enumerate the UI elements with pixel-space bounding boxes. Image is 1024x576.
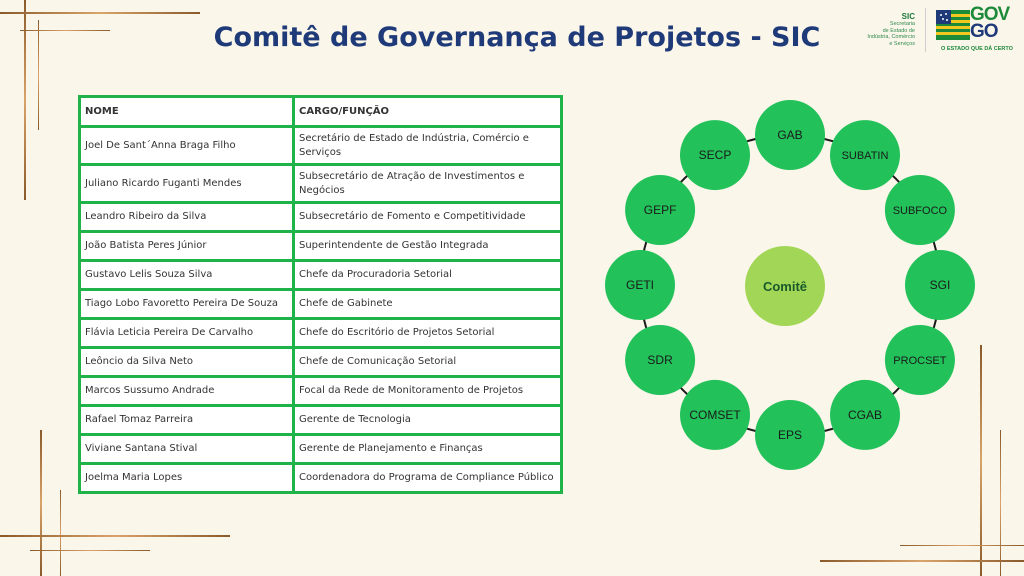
member-name: Joelma Maria Lopes [80,464,294,493]
member-name: Leôncio da Silva Neto [80,348,294,377]
committee-ring-diagram [600,95,1000,475]
sic-logo-subtitle: Indústria, Comércio [867,34,915,40]
member-name: Juliano Ricardo Fuganti Mendes [80,165,294,203]
govgo-wordmark [970,6,1009,40]
member-role: Superintendente de Gestão Integrada [294,232,562,261]
member-name: Leandro Ribeiro da Silva [80,203,294,232]
member-role: Focal da Rede de Monitoramento de Projetos [294,377,562,406]
table-row [80,127,562,165]
node-label-gepf: GEPF [643,203,677,217]
member-name: Gustavo Lelis Souza Silva [80,261,294,290]
decorative-line [0,12,200,14]
member-role: Chefe de Comunicação Setorial [294,348,562,377]
table-row [80,165,562,203]
table-row [80,348,562,377]
member-name: João Batista Peres Júnior [80,232,294,261]
govgo-slogan: O ESTADO QUE DÁ CERTO [941,46,1013,52]
table-row [80,203,562,232]
decorative-line [820,560,1024,562]
committee-members-table [78,95,563,494]
table-row [80,377,562,406]
center-node-label: Comitê [762,279,808,294]
node-label-sgi: SGI [929,278,951,292]
member-role: Subsecretário de Fomento e Competitividade [294,203,562,232]
node-label-subfoco: SUBFOCO [892,205,948,217]
column-header-name: NOME [80,97,294,127]
member-name: Viviane Santana Stival [80,435,294,464]
decorative-line [40,430,42,576]
table-row [80,464,562,493]
member-role: Chefe de Gabinete [294,290,562,319]
govgo-word-gov: GOV [970,4,1010,25]
node-label-cgab: CGAB [847,407,883,422]
logo-divider [925,8,926,52]
sic-logo-name: SIC [901,12,915,21]
node-label-sdr: SDR [647,353,673,367]
node-label-subatin: SUBATIN [841,150,889,163]
member-role: Coordenadora do Programa de Compliance Público [294,464,562,493]
node-label-eps: EPS [777,428,803,442]
sic-logo-subtitle: e Serviços [889,40,915,47]
member-role: Chefe do Escritório de Projetos Setorial [294,319,562,348]
decorative-line [30,550,150,551]
member-role: Gerente de Planejamento e Finanças [294,435,562,464]
member-role: Secretário de Estado de Indústria, Comércio e Serviços [294,127,562,165]
member-name: Rafael Tomaz Parreira [80,406,294,435]
table-row [80,261,562,290]
goias-flag-icon [936,8,970,42]
sic-logo [867,12,915,47]
decorative-line [900,545,1024,546]
table-row [80,232,562,261]
table-row [80,435,562,464]
column-header-role: CARGO/FUNÇÃO [294,97,562,127]
node-label-procset: PROCSET [893,355,947,367]
member-name: Joel De Sant´Anna Braga Filho [80,127,294,165]
decorative-line [60,490,61,576]
member-name: Tiago Lobo Favoretto Pereira De Souza [80,290,294,319]
sic-logo-subtitle: de Estado de [882,27,915,34]
sic-logo-subtitle: Secretaria [889,21,915,27]
node-label-secp: SECP [698,148,732,163]
member-role: Subsecretário de Atração de Investimentos e Negócios [294,165,562,203]
node-label-geti: GETI [625,278,655,292]
member-name: Flávia Leticia Pereira De Carvalho [80,319,294,348]
decorative-line [1000,430,1001,576]
node-label-gab: GAB [777,128,803,142]
header-logos [867,6,1018,54]
member-role: Chefe da Procuradoria Setorial [294,261,562,290]
node-label-comset: COMSET [689,407,741,422]
table-row [80,319,562,348]
table-row [80,290,562,319]
govgo-logo [936,6,1018,54]
member-role: Gerente de Tecnologia [294,406,562,435]
decorative-line [0,535,230,537]
govgo-word-go: GO [970,21,998,42]
table-header-row [80,97,562,127]
table-row [80,406,562,435]
page-title: Comitê de Governança de Projetos - SIC [213,22,821,53]
member-name: Marcos Sussumo Andrade [80,377,294,406]
